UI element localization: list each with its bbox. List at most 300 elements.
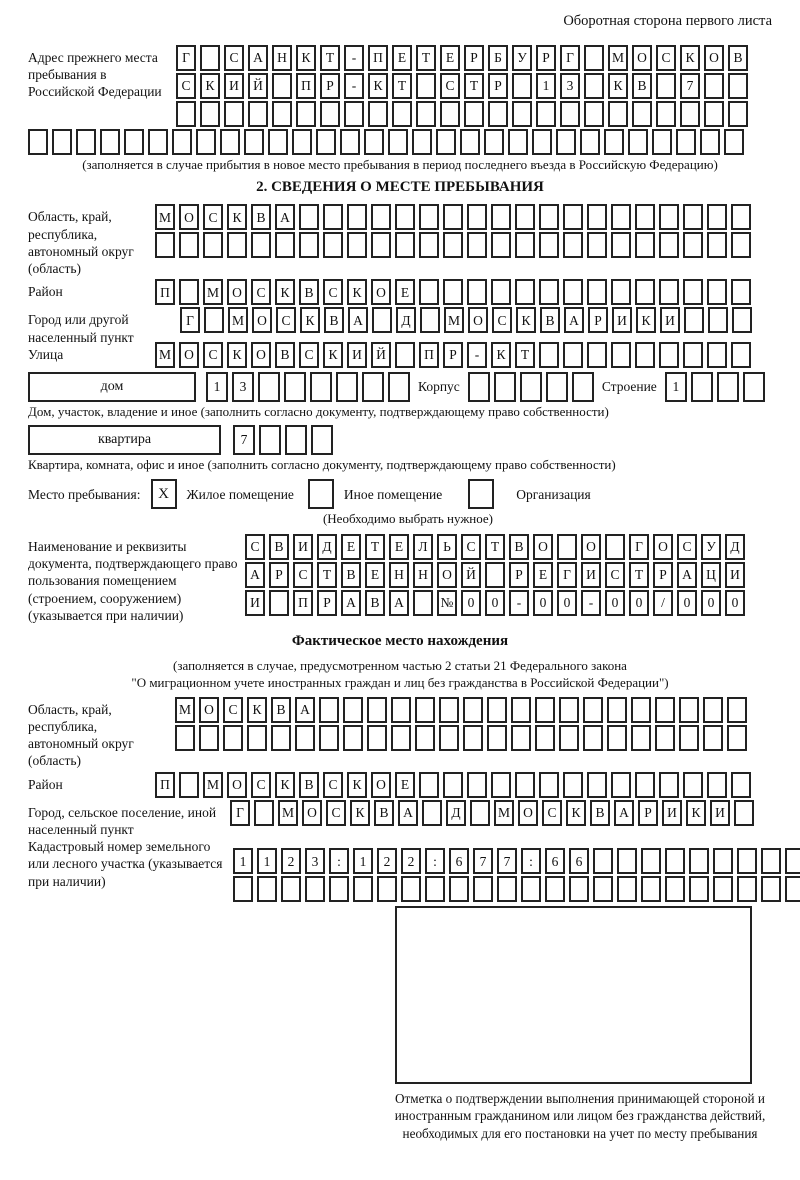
char-box[interactable]: Т <box>320 45 340 71</box>
char-box[interactable] <box>707 279 727 305</box>
char-box[interactable] <box>611 279 631 305</box>
char-box[interactable]: Р <box>317 590 337 616</box>
char-box[interactable] <box>299 204 319 230</box>
char-box[interactable]: Й <box>371 342 391 368</box>
char-box[interactable] <box>347 232 367 258</box>
char-box[interactable] <box>703 725 723 751</box>
char-box[interactable] <box>179 772 199 798</box>
char-box[interactable] <box>223 725 243 751</box>
char-box[interactable] <box>679 697 699 723</box>
char-box[interactable] <box>635 772 655 798</box>
char-box[interactable] <box>641 876 661 902</box>
char-box[interactable] <box>727 725 747 751</box>
char-box[interactable]: А <box>348 307 368 333</box>
char-box[interactable] <box>539 342 559 368</box>
char-box[interactable] <box>329 876 349 902</box>
char-box[interactable] <box>392 101 412 127</box>
char-box[interactable] <box>196 129 216 155</box>
char-box[interactable]: Р <box>464 45 484 71</box>
char-box[interactable] <box>254 800 274 826</box>
char-box[interactable]: М <box>155 342 175 368</box>
char-box[interactable] <box>605 534 625 560</box>
char-box[interactable] <box>248 101 268 127</box>
char-box[interactable]: И <box>293 534 313 560</box>
char-box[interactable] <box>587 279 607 305</box>
char-box[interactable]: П <box>368 45 388 71</box>
char-box[interactable] <box>569 876 589 902</box>
char-box[interactable] <box>679 725 699 751</box>
char-box[interactable] <box>371 204 391 230</box>
char-box[interactable] <box>676 129 696 155</box>
char-box[interactable]: К <box>300 307 320 333</box>
char-box[interactable] <box>515 772 535 798</box>
char-box[interactable] <box>761 876 781 902</box>
char-box[interactable] <box>487 697 507 723</box>
char-box[interactable] <box>320 101 340 127</box>
char-box[interactable] <box>284 372 306 402</box>
char-box[interactable] <box>271 725 291 751</box>
char-box[interactable]: С <box>323 279 343 305</box>
char-box[interactable] <box>199 725 219 751</box>
char-box[interactable] <box>371 232 391 258</box>
char-box[interactable] <box>443 232 463 258</box>
char-box[interactable] <box>728 101 748 127</box>
char-box[interactable]: А <box>389 590 409 616</box>
char-box[interactable]: 0 <box>605 590 625 616</box>
char-box[interactable]: О <box>252 307 272 333</box>
char-box[interactable]: М <box>203 279 223 305</box>
char-box[interactable] <box>659 204 679 230</box>
char-box[interactable]: И <box>710 800 730 826</box>
char-box[interactable]: Ь <box>437 534 457 560</box>
char-box[interactable] <box>608 101 628 127</box>
char-box[interactable] <box>468 372 490 402</box>
char-box[interactable] <box>148 129 168 155</box>
char-box[interactable] <box>539 279 559 305</box>
char-box[interactable] <box>422 800 442 826</box>
char-box[interactable] <box>443 204 463 230</box>
char-box[interactable] <box>419 279 439 305</box>
char-box[interactable]: А <box>614 800 634 826</box>
char-box[interactable] <box>299 232 319 258</box>
char-box[interactable] <box>684 307 704 333</box>
char-box[interactable]: К <box>247 697 267 723</box>
char-box[interactable]: Е <box>533 562 553 588</box>
char-box[interactable] <box>415 725 435 751</box>
char-box[interactable]: 3 <box>232 372 254 402</box>
char-box[interactable] <box>656 101 676 127</box>
char-box[interactable] <box>425 876 445 902</box>
char-box[interactable]: К <box>275 279 295 305</box>
char-box[interactable] <box>176 101 196 127</box>
char-box[interactable] <box>713 848 733 874</box>
char-box[interactable]: В <box>271 697 291 723</box>
char-box[interactable]: 6 <box>545 848 565 874</box>
char-box[interactable]: К <box>516 307 536 333</box>
char-box[interactable] <box>224 101 244 127</box>
char-box[interactable]: О <box>533 534 553 560</box>
char-box[interactable]: О <box>251 342 271 368</box>
char-box[interactable]: Е <box>395 772 415 798</box>
char-box[interactable]: 0 <box>629 590 649 616</box>
char-box[interactable]: С <box>677 534 697 560</box>
char-box[interactable]: В <box>374 800 394 826</box>
char-box[interactable] <box>497 876 517 902</box>
char-box[interactable] <box>467 232 487 258</box>
char-box[interactable]: С <box>326 800 346 826</box>
char-box[interactable]: С <box>323 772 343 798</box>
char-box[interactable]: Д <box>725 534 745 560</box>
char-box[interactable] <box>420 307 440 333</box>
char-box[interactable]: М <box>175 697 195 723</box>
char-box[interactable] <box>353 876 373 902</box>
char-box[interactable]: Д <box>446 800 466 826</box>
char-box[interactable] <box>743 372 765 402</box>
char-box[interactable] <box>708 307 728 333</box>
char-box[interactable]: 0 <box>533 590 553 616</box>
char-box[interactable] <box>511 725 531 751</box>
char-box[interactable]: С <box>251 772 271 798</box>
char-box[interactable]: Е <box>341 534 361 560</box>
char-box[interactable] <box>659 232 679 258</box>
char-box[interactable]: С <box>299 342 319 368</box>
char-box[interactable]: - <box>344 73 364 99</box>
char-box[interactable] <box>587 772 607 798</box>
char-box[interactable]: Г <box>176 45 196 71</box>
char-box[interactable] <box>539 772 559 798</box>
char-box[interactable]: 3 <box>305 848 325 874</box>
char-box[interactable]: О <box>581 534 601 560</box>
char-box[interactable] <box>124 129 144 155</box>
char-box[interactable] <box>580 129 600 155</box>
char-box[interactable] <box>713 876 733 902</box>
char-box[interactable]: / <box>653 590 673 616</box>
char-box[interactable] <box>311 425 333 455</box>
char-box[interactable] <box>179 232 199 258</box>
char-box[interactable]: 6 <box>569 848 589 874</box>
char-box[interactable] <box>607 725 627 751</box>
char-box[interactable]: : <box>521 848 541 874</box>
char-box[interactable] <box>200 101 220 127</box>
char-box[interactable]: К <box>296 45 316 71</box>
checkbox-residential[interactable]: X <box>151 479 177 509</box>
char-box[interactable] <box>728 73 748 99</box>
char-box[interactable]: 7 <box>473 848 493 874</box>
char-box[interactable]: Д <box>317 534 337 560</box>
char-box[interactable]: К <box>275 772 295 798</box>
char-box[interactable]: Р <box>320 73 340 99</box>
char-box[interactable] <box>491 232 511 258</box>
char-box[interactable]: 6 <box>449 848 469 874</box>
char-box[interactable] <box>419 204 439 230</box>
char-box[interactable] <box>367 725 387 751</box>
char-box[interactable]: 2 <box>281 848 301 874</box>
char-box[interactable] <box>724 129 744 155</box>
char-box[interactable]: Д <box>396 307 416 333</box>
char-box[interactable] <box>635 232 655 258</box>
char-box[interactable]: И <box>347 342 367 368</box>
char-box[interactable] <box>319 697 339 723</box>
char-box[interactable] <box>631 697 651 723</box>
char-box[interactable]: К <box>608 73 628 99</box>
char-box[interactable]: 1 <box>353 848 373 874</box>
char-box[interactable]: К <box>566 800 586 826</box>
char-box[interactable] <box>413 590 433 616</box>
char-box[interactable] <box>659 772 679 798</box>
char-box[interactable] <box>732 307 752 333</box>
char-box[interactable] <box>388 372 410 402</box>
char-box[interactable] <box>593 848 613 874</box>
char-box[interactable]: М <box>278 800 298 826</box>
char-box[interactable] <box>656 73 676 99</box>
char-box[interactable] <box>244 129 264 155</box>
char-box[interactable] <box>258 372 280 402</box>
char-box[interactable] <box>583 697 603 723</box>
char-box[interactable] <box>439 697 459 723</box>
char-box[interactable] <box>415 697 435 723</box>
char-box[interactable] <box>488 101 508 127</box>
char-box[interactable]: 2 <box>377 848 397 874</box>
char-box[interactable] <box>611 232 631 258</box>
char-box[interactable] <box>439 725 459 751</box>
char-box[interactable] <box>611 772 631 798</box>
char-box[interactable]: С <box>223 697 243 723</box>
char-box[interactable]: 3 <box>560 73 580 99</box>
char-box[interactable]: Т <box>317 562 337 588</box>
char-box[interactable] <box>388 129 408 155</box>
char-box[interactable] <box>587 232 607 258</box>
char-box[interactable] <box>491 772 511 798</box>
char-box[interactable]: Т <box>485 534 505 560</box>
char-box[interactable] <box>683 279 703 305</box>
char-box[interactable]: 0 <box>485 590 505 616</box>
char-box[interactable]: Е <box>392 45 412 71</box>
char-box[interactable] <box>689 876 709 902</box>
char-box[interactable]: - <box>581 590 601 616</box>
char-box[interactable] <box>680 101 700 127</box>
char-box[interactable] <box>512 73 532 99</box>
char-box[interactable]: С <box>176 73 196 99</box>
char-box[interactable]: К <box>347 279 367 305</box>
char-box[interactable] <box>665 848 685 874</box>
char-box[interactable] <box>515 232 535 258</box>
char-box[interactable]: В <box>275 342 295 368</box>
char-box[interactable]: О <box>371 279 391 305</box>
char-box[interactable]: С <box>203 342 223 368</box>
char-box[interactable]: Т <box>464 73 484 99</box>
char-box[interactable]: М <box>203 772 223 798</box>
char-box[interactable]: О <box>518 800 538 826</box>
char-box[interactable]: К <box>368 73 388 99</box>
char-box[interactable]: Й <box>248 73 268 99</box>
char-box[interactable]: 1 <box>257 848 277 874</box>
char-box[interactable] <box>689 848 709 874</box>
char-box[interactable] <box>635 342 655 368</box>
char-box[interactable] <box>372 307 392 333</box>
char-box[interactable]: А <box>275 204 295 230</box>
char-box[interactable] <box>395 204 415 230</box>
char-box[interactable]: О <box>653 534 673 560</box>
char-box[interactable] <box>545 876 565 902</box>
char-box[interactable]: А <box>398 800 418 826</box>
char-box[interactable] <box>704 101 724 127</box>
char-box[interactable]: У <box>701 534 721 560</box>
char-box[interactable] <box>247 725 267 751</box>
char-box[interactable] <box>707 342 727 368</box>
char-box[interactable] <box>416 73 436 99</box>
char-box[interactable]: В <box>251 204 271 230</box>
char-box[interactable]: С <box>251 279 271 305</box>
char-box[interactable]: А <box>677 562 697 588</box>
char-box[interactable] <box>584 101 604 127</box>
char-box[interactable]: Ц <box>701 562 721 588</box>
char-box[interactable] <box>584 45 604 71</box>
char-box[interactable] <box>734 800 754 826</box>
char-box[interactable] <box>100 129 120 155</box>
char-box[interactable] <box>364 129 384 155</box>
char-box[interactable] <box>484 129 504 155</box>
char-box[interactable]: 7 <box>680 73 700 99</box>
char-box[interactable]: 1 <box>665 372 687 402</box>
char-box[interactable]: Н <box>413 562 433 588</box>
char-box[interactable]: Р <box>488 73 508 99</box>
char-box[interactable] <box>520 372 542 402</box>
char-box[interactable] <box>512 101 532 127</box>
char-box[interactable]: Н <box>272 45 292 71</box>
char-box[interactable] <box>470 800 490 826</box>
char-box[interactable] <box>536 101 556 127</box>
char-box[interactable] <box>292 129 312 155</box>
char-box[interactable] <box>200 45 220 71</box>
char-box[interactable] <box>731 772 751 798</box>
char-box[interactable] <box>731 342 751 368</box>
char-box[interactable]: У <box>512 45 532 71</box>
char-box[interactable] <box>251 232 271 258</box>
char-box[interactable] <box>296 101 316 127</box>
char-box[interactable] <box>485 562 505 588</box>
char-box[interactable] <box>707 232 727 258</box>
char-box[interactable]: - <box>344 45 364 71</box>
char-box[interactable]: И <box>581 562 601 588</box>
char-box[interactable] <box>336 372 358 402</box>
char-box[interactable] <box>343 725 363 751</box>
char-box[interactable] <box>463 725 483 751</box>
char-box[interactable]: С <box>293 562 313 588</box>
char-box[interactable]: С <box>224 45 244 71</box>
char-box[interactable]: М <box>608 45 628 71</box>
char-box[interactable]: Р <box>443 342 463 368</box>
char-box[interactable] <box>556 129 576 155</box>
char-box[interactable]: А <box>295 697 315 723</box>
char-box[interactable]: № <box>437 590 457 616</box>
checkbox-organization[interactable] <box>468 479 494 509</box>
char-box[interactable]: Г <box>557 562 577 588</box>
char-box[interactable]: 7 <box>497 848 517 874</box>
char-box[interactable]: О <box>179 204 199 230</box>
char-box[interactable]: Г <box>230 800 250 826</box>
char-box[interactable]: О <box>632 45 652 71</box>
char-box[interactable]: О <box>371 772 391 798</box>
char-box[interactable] <box>655 697 675 723</box>
char-box[interactable]: В <box>341 562 361 588</box>
char-box[interactable] <box>436 129 456 155</box>
char-box[interactable] <box>233 876 253 902</box>
char-box[interactable] <box>546 372 568 402</box>
char-box[interactable]: В <box>632 73 652 99</box>
char-box[interactable] <box>460 129 480 155</box>
char-box[interactable]: О <box>199 697 219 723</box>
char-box[interactable]: Р <box>269 562 289 588</box>
char-box[interactable]: М <box>494 800 514 826</box>
char-box[interactable] <box>412 129 432 155</box>
apartment-widebox[interactable]: квартира <box>28 425 221 455</box>
char-box[interactable] <box>628 129 648 155</box>
char-box[interactable] <box>641 848 661 874</box>
char-box[interactable] <box>559 697 579 723</box>
char-box[interactable]: Е <box>365 562 385 588</box>
char-box[interactable]: Г <box>560 45 580 71</box>
char-box[interactable]: Г <box>180 307 200 333</box>
char-box[interactable]: К <box>686 800 706 826</box>
char-box[interactable]: К <box>347 772 367 798</box>
char-box[interactable] <box>731 232 751 258</box>
char-box[interactable]: В <box>299 772 319 798</box>
char-box[interactable]: И <box>224 73 244 99</box>
char-box[interactable] <box>584 73 604 99</box>
char-box[interactable]: Р <box>509 562 529 588</box>
char-box[interactable]: Т <box>515 342 535 368</box>
char-box[interactable] <box>700 129 720 155</box>
char-box[interactable] <box>295 725 315 751</box>
char-box[interactable]: К <box>636 307 656 333</box>
char-box[interactable]: О <box>468 307 488 333</box>
char-box[interactable] <box>611 204 631 230</box>
char-box[interactable] <box>395 232 415 258</box>
char-box[interactable] <box>515 204 535 230</box>
char-box[interactable] <box>631 725 651 751</box>
char-box[interactable] <box>737 848 757 874</box>
char-box[interactable]: А <box>248 45 268 71</box>
char-box[interactable] <box>583 725 603 751</box>
char-box[interactable]: С <box>276 307 296 333</box>
char-box[interactable] <box>572 372 594 402</box>
char-box[interactable] <box>76 129 96 155</box>
char-box[interactable] <box>203 232 223 258</box>
char-box[interactable] <box>52 129 72 155</box>
char-box[interactable] <box>539 204 559 230</box>
char-box[interactable] <box>272 73 292 99</box>
char-box[interactable] <box>259 425 281 455</box>
char-box[interactable] <box>269 590 289 616</box>
char-box[interactable] <box>535 725 555 751</box>
char-box[interactable]: О <box>302 800 322 826</box>
char-box[interactable]: К <box>227 342 247 368</box>
char-box[interactable] <box>220 129 240 155</box>
char-box[interactable]: 7 <box>233 425 255 455</box>
char-box[interactable] <box>319 725 339 751</box>
char-box[interactable] <box>257 876 277 902</box>
char-box[interactable] <box>587 204 607 230</box>
char-box[interactable] <box>467 204 487 230</box>
char-box[interactable] <box>368 101 388 127</box>
char-box[interactable]: С <box>245 534 265 560</box>
char-box[interactable] <box>704 73 724 99</box>
char-box[interactable] <box>563 279 583 305</box>
char-box[interactable]: 1 <box>233 848 253 874</box>
char-box[interactable] <box>347 204 367 230</box>
char-box[interactable]: : <box>425 848 445 874</box>
char-box[interactable]: О <box>179 342 199 368</box>
